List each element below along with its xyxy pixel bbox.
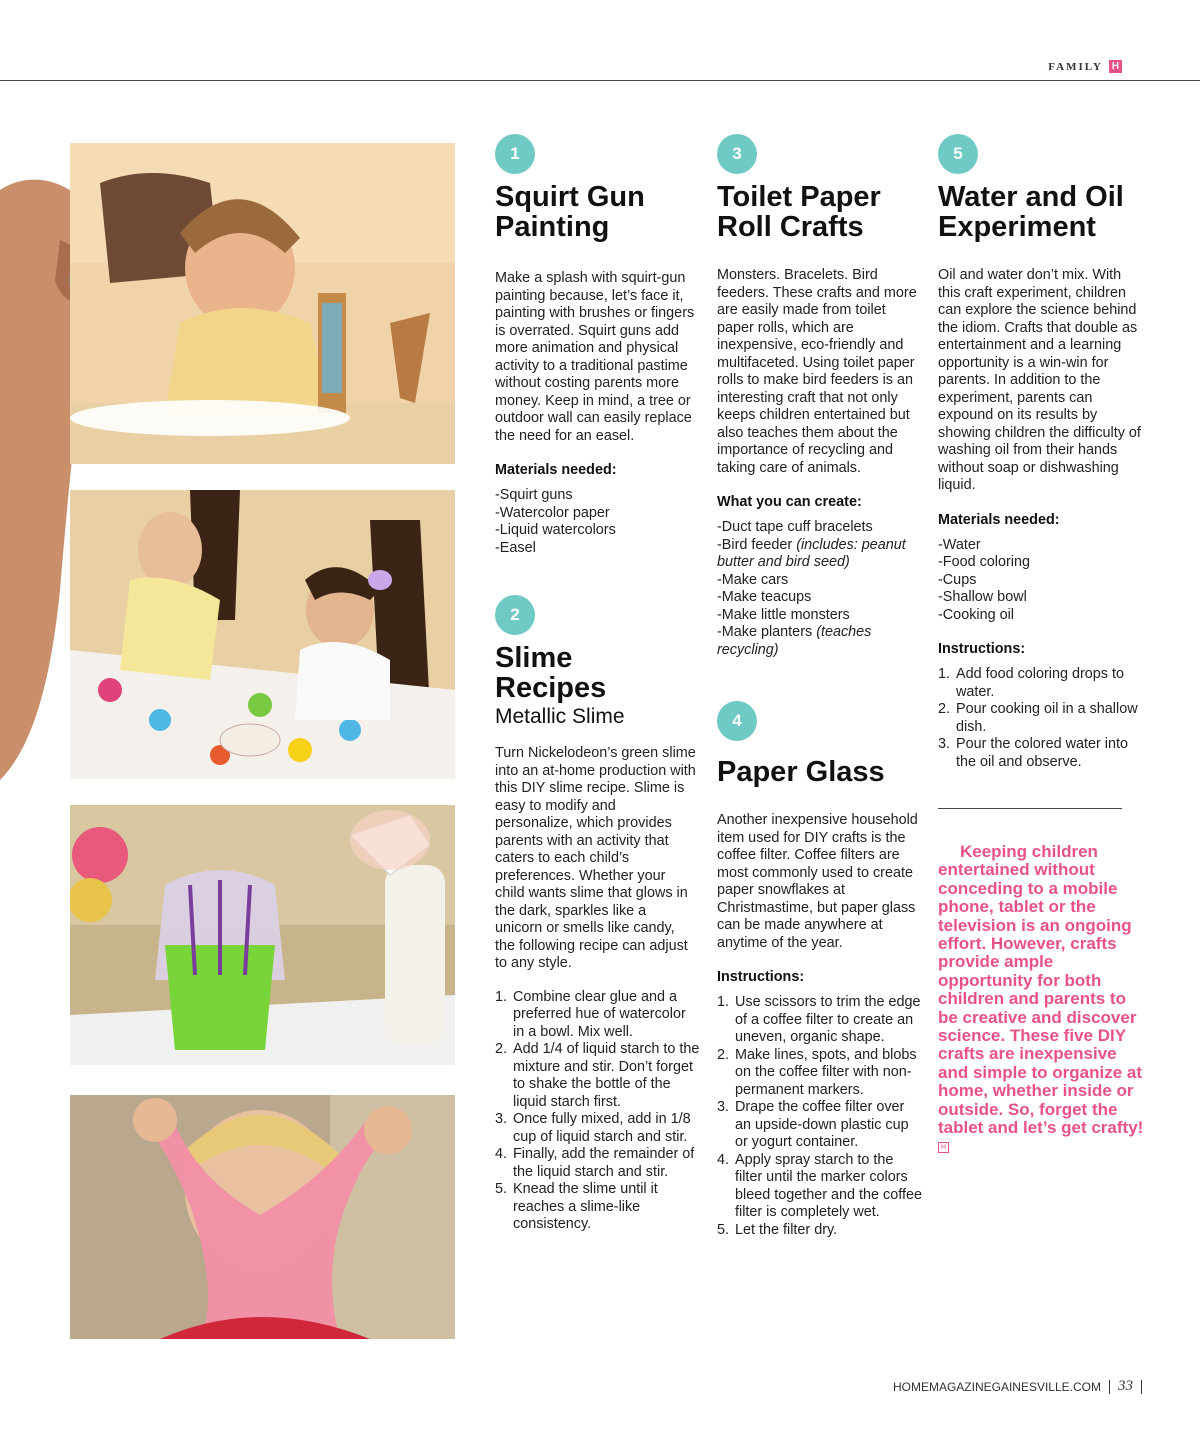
footer-divider: [1109, 1380, 1110, 1394]
list-item: 5. Let the filter dry.: [717, 1221, 838, 1238]
craft-body-squirt-gun: Make a splash with squirt-gun painting because, let’s face it, painting with brushes or fingers is overrated. Squirt guns add more animation and physical activity to a traditional pastime without costing parents more money. Keep in mind, a tree or outdoor wall can easily replace the need for an easel.: [495, 270, 695, 444]
footer-website: HOMEMAGAZINEGAINESVILLE.COM: [892, 1379, 1101, 1394]
list-item: -Bird feeder (includes: peanut butter and bird seed): [717, 536, 906, 570]
photo-squirt-gun-painting: [70, 143, 455, 464]
magazine-logo-icon: H: [1109, 60, 1122, 73]
water-oil-steps-list: [938, 666, 1144, 771]
list-item: 2. Pour cooking oil in a shallow dish.: [938, 701, 1138, 735]
craft-subtitle-metallic-slime: Metallic Slime: [495, 705, 625, 728]
list-item: 3. Drape the coffee filter over an upside-down plastic cup or yogurt container.: [717, 1099, 909, 1150]
column-2: [717, 134, 922, 1239]
materials-list-5: [938, 537, 1143, 625]
craft-title-paper-glass: Paper Glass: [717, 756, 885, 788]
pullquote-text: Keeping children entertained without conceding to a mobile phone, tablet or the television is an ongoing effort. However, crafts provide ample opportunity for both children and parents to be creative and discover science. These five DIY crafts are inexpensive and simple to organize at home, whether inside or outside. So, forget the tablet and let’s get crafty!: [938, 842, 1144, 1138]
materials-list-1: [495, 487, 700, 557]
list-item: -Watercolor paper: [495, 504, 610, 521]
photo-pink-slime: [70, 1095, 455, 1339]
paper-glass-steps-list: [717, 994, 922, 1239]
list-item: 4. Finally, add the remainder of the liquid starch and stir.: [495, 1146, 695, 1180]
list-item: 4. Apply spray starch to the filter until the marker colors bleed together and the coffee filter is completely wet.: [717, 1151, 922, 1220]
list-item: -Shallow bowl: [938, 589, 1027, 605]
list-item: 2. Add 1/4 of liquid starch to the mixture and stir. Don’t forget to shake the bottle of the liquid starch first.: [495, 1041, 700, 1110]
craft-title-water-oil: Water and Oil Experiment: [938, 181, 1124, 243]
craft-title-squirt-gun-painting: Squirt Gun Painting: [495, 181, 645, 243]
list-item: 2. Make lines, spots, and blobs on the coffee filter with non-permanent markers.: [717, 1046, 917, 1098]
footer-divider: [1141, 1380, 1142, 1394]
list-item: 1. Combine clear glue and a preferred hue of watercolor in a bowl. Mix well.: [495, 988, 686, 1040]
materials-label-5: Materials needed:: [938, 511, 1060, 528]
instructions-label-4: Instructions:: [717, 969, 805, 985]
list-item: 1. Add food coloring drops to water.: [938, 666, 1125, 700]
craft-title-slime-recipes: Slime Recipes: [495, 642, 607, 704]
section-name: FAMILY: [1048, 60, 1103, 73]
header-rule: [0, 80, 1200, 81]
craft-body-toilet-paper: Monsters. Bracelets. Bird feeders. These crafts and more are easily made from toilet paper rolls, which are inexpensive, eco-friendly and multifaceted. Using toilet paper rolls to make bird feeders is an interesting craft that not only keeps children entertained but also teaches them about the importance of recycling and taking care of animals.: [717, 267, 917, 476]
list-item: 5. Knead the slime until it reaches a slime-like consistency.: [495, 1181, 658, 1232]
number-badge-1: 1: [495, 134, 535, 174]
number-badge-4: 4: [717, 701, 757, 741]
pullquote: [938, 843, 1144, 1156]
list-item: -Cooking oil: [938, 606, 1014, 623]
end-mark-icon: H: [938, 1142, 949, 1153]
number-badge-5: 5: [938, 134, 978, 174]
list-item: -Easel: [495, 539, 536, 556]
list-item: -Make cars: [717, 571, 789, 588]
list-item: -Water: [938, 536, 981, 553]
section-label: [1048, 60, 1122, 73]
create-label-3: What you can create:: [717, 494, 862, 510]
page-footer: [893, 1378, 1142, 1395]
photo-paper-glass: [70, 805, 455, 1065]
create-list-3: [717, 519, 922, 659]
list-item: -Food coloring: [938, 554, 1030, 570]
list-item: -Duct tape cuff bracelets: [717, 519, 873, 535]
page-number: 33: [1118, 1378, 1133, 1394]
list-item: 1. Use scissors to trim the edge of a coffee filter to create an uneven, organic shape.: [717, 994, 921, 1045]
list-item: -Make teacups: [717, 589, 812, 605]
craft-title-toilet-paper-roll: Toilet Paper Roll Crafts: [717, 181, 881, 243]
photo-kids-with-markers: [70, 490, 455, 779]
craft-body-slime: Turn Nickelodeon’s green slime into an at-home production with this DIY slime recipe. Slime is easy to modify and personalize, which provides parents with an activity that caters to each child’s preferences. Whether your child wants slime that glows in the dark, sparkles like a unicorn or smells like candy, the following recipe can adjust to any style.: [495, 745, 696, 971]
pullquote-divider: [938, 808, 1122, 809]
number-badge-3: 3: [717, 134, 757, 174]
instructions-label-5: Instructions:: [938, 641, 1026, 657]
list-item: -Make little monsters: [717, 606, 850, 623]
craft-body-water-oil: Oil and water don’t mix. With this craft experiment, children can explore the science behind the idiom. Crafts that double as entertainment and a learning opportunity is a win-win for parents. In addition to the experiment, parents can expound on its results by showing children the difficulty of washing oil from their hands without soap or dishwashing liquid.: [938, 267, 1141, 493]
list-item: -Make planters (teaches recycling): [717, 624, 872, 658]
materials-label-1: Materials needed:: [495, 462, 617, 478]
list-item: 3. Once fully mixed, add in 1/8 cup of liquid starch and stir.: [495, 1111, 691, 1145]
list-item: -Cups: [938, 571, 977, 588]
column-3: [938, 134, 1143, 771]
number-badge-2: 2: [495, 595, 535, 635]
list-item: 3. Pour the colored water into the oil and observe.: [938, 736, 1128, 770]
column-1: [495, 134, 700, 1234]
slime-steps-list: [495, 989, 700, 1234]
craft-body-paper-glass: Another inexpensive household item used for DIY crafts is the coffee filter. Coffee filters are most commonly used to create paper snowflakes at Christmastime, but paper glass can be made anywhere at anytime of the year.: [717, 812, 918, 951]
list-item: -Liquid watercolors: [495, 522, 616, 538]
list-item: -Squirt guns: [495, 487, 573, 503]
